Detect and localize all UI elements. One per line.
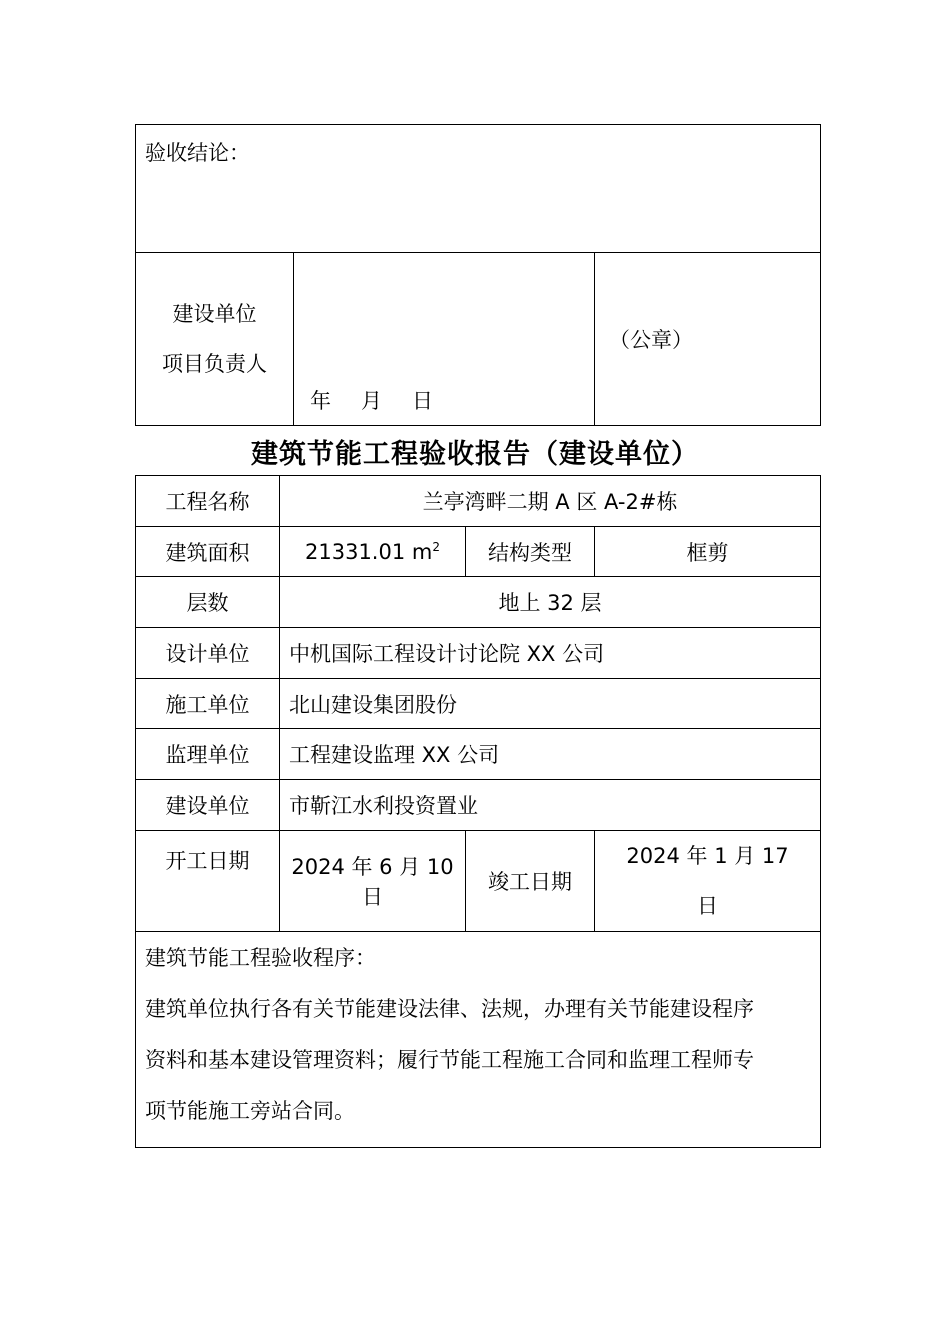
table-row [136, 679, 821, 729]
start-date-label: 开工日期 [165, 849, 250, 873]
acceptance-table [135, 124, 821, 426]
procedure-cell [136, 932, 821, 1148]
signer-unit-label: 建设单位 [172, 302, 257, 326]
signer-person-label: 项目负责人 [162, 352, 267, 376]
finish-date-value-line2: 日 [697, 894, 719, 918]
owner-unit-label: 建设单位 [136, 780, 280, 831]
date-month: 月 [361, 389, 382, 413]
table-row [136, 628, 821, 679]
design-unit-label: 设计单位 [136, 628, 280, 679]
table-row [136, 932, 821, 1148]
structure-type-value: 框剪 [595, 527, 821, 577]
page-title: 建筑节能工程验收报告（建设单位） [251, 439, 699, 470]
project-name-value: 兰亭湾畔二期 A 区 A-2#栋 [280, 476, 821, 527]
date-year: 年 [310, 389, 331, 413]
building-area-cell [280, 527, 466, 577]
table-row [136, 729, 821, 780]
seal-cell [595, 253, 821, 426]
owner-unit-value: 市靳江水利投资置业 [280, 780, 821, 831]
signature-date-cell [294, 253, 595, 426]
signature-date [294, 385, 594, 425]
date-day: 日 [412, 389, 433, 413]
procedure-line: 项节能施工旁站合同。 [145, 1099, 355, 1123]
procedure-heading: 建筑节能工程验收程序： [145, 946, 376, 970]
finish-date-label: 竣工日期 [466, 831, 595, 932]
building-area-label: 建筑面积 [136, 527, 280, 577]
table-row [136, 476, 821, 527]
start-date-value: 2024 年 6 月 10 日 [280, 831, 466, 932]
project-info-table [135, 475, 821, 1148]
table-row [136, 527, 821, 577]
table-row [136, 831, 821, 932]
design-unit-value: 中机国际工程设计讨论院 XX 公司 [280, 628, 821, 679]
structure-type-label: 结构类型 [466, 527, 595, 577]
construction-unit-value: 北山建设集团股份 [280, 679, 821, 729]
conclusion-cell [136, 125, 821, 253]
supervision-unit-value: 工程建设监理 XX 公司 [280, 729, 821, 780]
floors-label: 层数 [136, 577, 280, 628]
conclusion-label: 验收结论： [145, 141, 250, 165]
start-date-cell [136, 831, 280, 932]
finish-date-cell [595, 831, 821, 932]
project-name-label: 工程名称 [136, 476, 280, 527]
seal-label: （公章） [609, 328, 693, 352]
finish-date-value-line1: 2024 年 1 月 17 [626, 844, 789, 868]
signer-cell [136, 253, 294, 426]
building-area-value: 21331.01 m [305, 539, 433, 564]
floors-value: 地上 32 层 [280, 577, 821, 628]
supervision-unit-label: 监理单位 [136, 729, 280, 780]
procedure-line: 建筑单位执行各有关节能建设法律、法规，办理有关节能建设程序 [145, 997, 754, 1021]
area-unit-superscript: 2 [432, 539, 440, 554]
construction-unit-label: 施工单位 [136, 679, 280, 729]
table-row [136, 780, 821, 831]
procedure-line: 资料和基本建设管理资料；履行节能工程施工合同和监理工程师专 [145, 1048, 754, 1072]
table-row [136, 577, 821, 628]
